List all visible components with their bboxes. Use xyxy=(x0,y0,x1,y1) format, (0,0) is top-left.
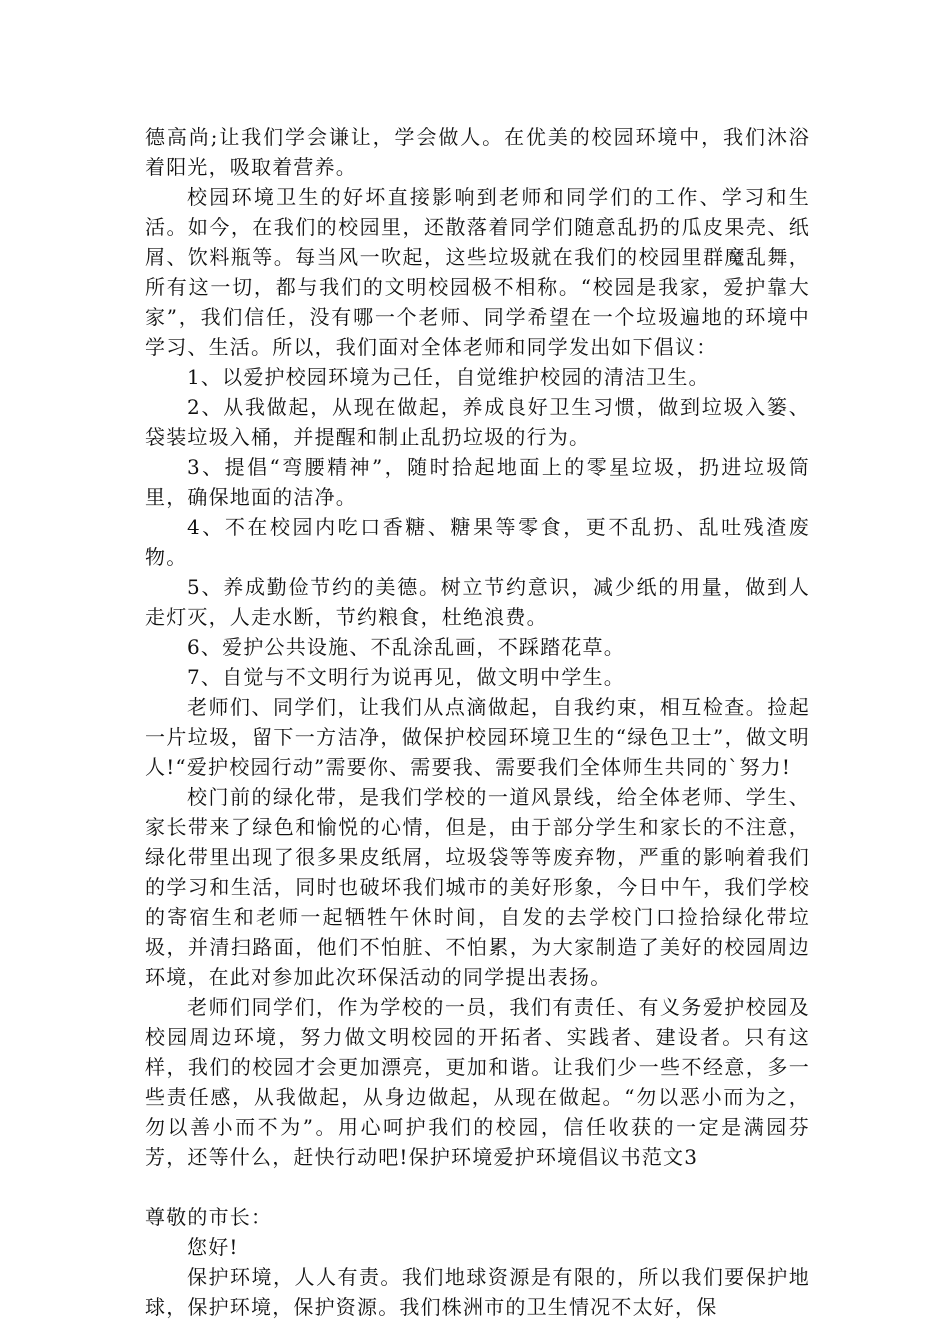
paragraph: 校园环境卫生的好坏直接影响到老师和同学们的工作、学习和生活。如今，在我们的校园里，还散落着同学们随意乱扔的瓜皮果壳、纸屑、饮料瓶等。每当风一吹起，这些垃圾就在我们的校园里群魔乱舞，所有这一切，都与我们的文明校园极不相称。“校园是我家，爱护靠大家”，我们信任，没有哪一个老师、同学希望在一个垃圾遍地的环境中学习、生活。所以，我们面对全体老师和同学发出如下倡议： xyxy=(145,185,810,359)
paragraph: 校门前的绿化带，是我们学校的一道风景线，给全体老师、学生、家长带来了绿色和愉悦的心情，但是，由于部分学生和家长的不注意，绿化带里出现了很多果皮纸屑，垃圾袋等等废弃物，严重的影响着我们的学习和生活，同时也破坏我们城市的美好形象，今日中午，我们学校的寄宿生和老师一起牺牲午休时间，自发的去学校门口捡拾绿化带垃圾，并清扫路面，他们不怕脏、不怕累，为大家制造了美好的校园周边环境，在此对参加此次环保活动的同学提出表扬。 xyxy=(145,785,810,989)
greeting: 您好! xyxy=(187,1235,239,1259)
paragraph: 德高尚;让我们学会谦让，学会做人。在优美的校园环境中，我们沐浴着阳光，吸取着营养。 xyxy=(145,125,810,179)
paragraph: 老师们、同学们，让我们从点滴做起，自我约束，相互检查。捡起一片垃圾，留下一方洁净，做保护校园环境卫生的“绿色卫士”，做文明人!“爱护校园行动”需要你、需要我、需要我们全体师生共同的`努力! xyxy=(145,695,810,779)
list-item: 5、养成勤俭节约的美德。树立节约意识，减少纸的用量，做到人走灯灭，人走水断，节约粮食，杜绝浪费。 xyxy=(145,575,810,629)
list-item: 4、不在校园内吃口香糖、糖果等零食，更不乱扔、乱吐残渣废物。 xyxy=(145,515,810,569)
list-item: 6、爱护公共设施、不乱涂乱画，不踩踏花草。 xyxy=(187,635,625,659)
paragraph: 保护环境，人人有责。我们地球资源是有限的，所以我们要保护地球，保护环境，保护资源。我们株洲市的卫生情况不太好，保 xyxy=(145,1265,810,1319)
list-item: 2、从我做起，从现在做起，养成良好卫生习惯，做到垃圾入篓、袋装垃圾入桶，并提醒和制止乱扔垃圾的行为。 xyxy=(145,395,810,449)
list-item: 1、以爱护校园环境为己任，自觉维护校园的清洁卫生。 xyxy=(187,365,710,389)
document-body xyxy=(145,122,810,1322)
list-item: 3、提倡“弯腰精神”，随时拾起地面上的零星垃圾，扔进垃圾筒里，确保地面的洁净。 xyxy=(145,455,810,509)
paragraph: 老师们同学们，作为学校的一员，我们有责任、有义务爱护校园及校园周边环境，努力做文明校园的开拓者、实践者、建设者。只有这样，我们的校园才会更加漂亮，更加和谐。让我们少一些不经意，多一些责任感，从我做起，从身边做起，从现在做起。“勿以恶小而为之，勿以善小而不为”。用心呵护我们的校园，信任收获的一定是满园芬芳，还等什么，赶快行动吧!保护环境爱护环境倡议书范文3 xyxy=(145,995,810,1169)
blank-line xyxy=(145,1172,810,1202)
list-item: 7、自觉与不文明行为说再见，做文明中学生。 xyxy=(187,665,625,689)
salutation: 尊敬的市长： xyxy=(145,1205,273,1229)
